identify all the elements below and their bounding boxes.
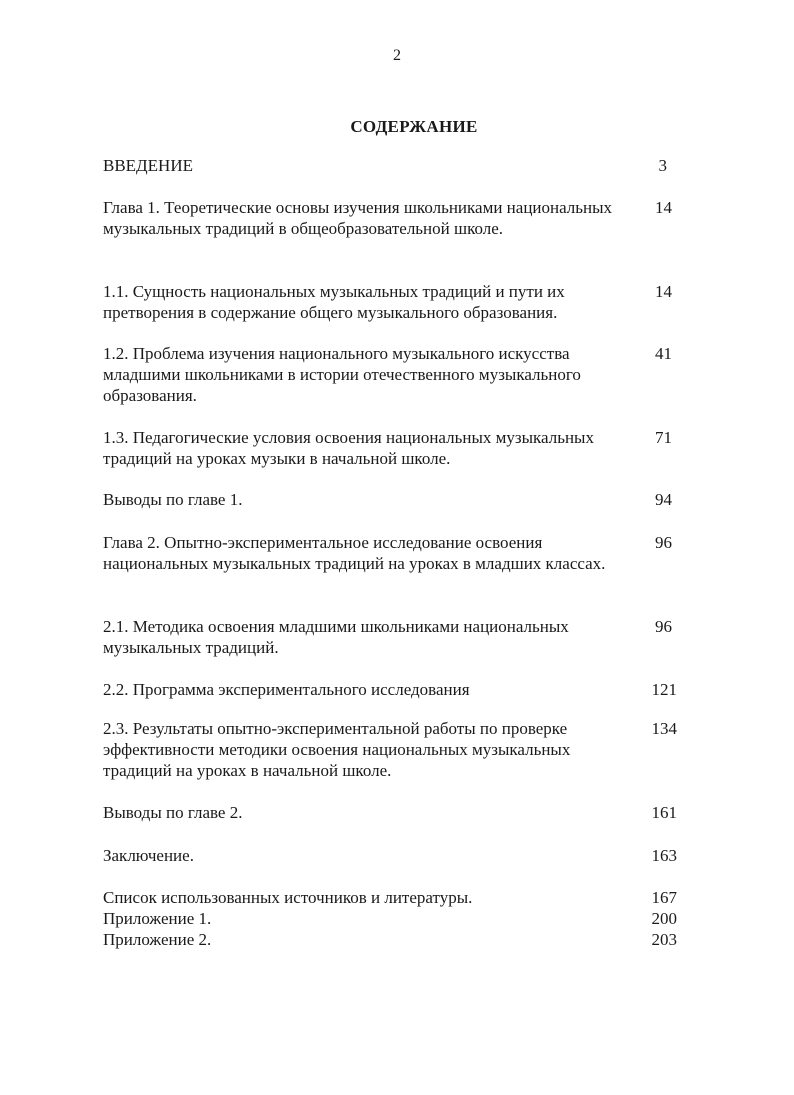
toc-entry-text: 1.3. Педагогические условия освоения национальных музыкальных традиций на уроках музыки в начальной школе. xyxy=(103,428,594,468)
toc-entry-appendix-2 xyxy=(103,929,677,950)
toc-entry-text: 1.2. Проблема изучения национального музыкального искусства младшими школьниками в истории отечественного музыкального образования. xyxy=(103,344,581,405)
toc-entry-page: 94 xyxy=(655,490,672,509)
toc-entry-page: 96 xyxy=(655,617,672,636)
toc-entry-page: 3 xyxy=(658,156,667,175)
toc-entry-page: 41 xyxy=(655,344,672,363)
toc-entry-text: Глава 2. Опытно-экспериментальное исследование освоения национальных музыкальных традиций на уроках в младших классах. xyxy=(103,533,606,573)
toc-entry-text: Выводы по главе 1. xyxy=(103,490,243,509)
toc-entry-page: 200 xyxy=(651,909,677,928)
page-number: 2 xyxy=(393,47,401,64)
toc-entry-page: 134 xyxy=(651,719,677,738)
toc-entry-page: 14 xyxy=(655,198,672,217)
toc-entry-text: Приложение 2. xyxy=(103,930,212,949)
toc-entry-text: 2.3. Результаты опытно-экспериментальной работы по проверке эффективности методики освоения национальных музыкальных традиций на уроках в начальной школе. xyxy=(103,719,571,780)
toc-entry-text: Выводы по главе 2. xyxy=(103,803,243,822)
toc-entry-text: Заключение. xyxy=(103,846,194,865)
toc-entry-text: Список использованных источников и литературы. xyxy=(103,888,473,907)
toc-entry-text: ВВЕДЕНИЕ xyxy=(103,156,193,175)
toc-entry-section-2-2 xyxy=(103,679,677,700)
toc-entry-section-1-1 xyxy=(103,281,677,323)
toc-entry-conclusions-2 xyxy=(103,802,677,823)
toc-entry-chapter-2 xyxy=(103,532,677,574)
toc-title: СОДЕРЖАНИЕ xyxy=(350,117,478,136)
toc-entry-page: 96 xyxy=(655,533,672,552)
toc-entry-section-2-1 xyxy=(103,616,677,658)
toc-entry-text: Глава 1. Теоретические основы изучения школьниками национальных музыкальных традиций в общеобразовательной школе. xyxy=(103,198,613,238)
toc-entry-page: 71 xyxy=(655,428,672,447)
toc-entry-page: 14 xyxy=(655,282,672,301)
toc-entry-conclusions-1 xyxy=(103,489,677,510)
toc-entry-text: 1.1. Сущность национальных музыкальных традиций и пути их претворения в содержание общего музыкального образования. xyxy=(103,282,565,322)
toc-entry-conclusion xyxy=(103,845,677,866)
toc-entry-references xyxy=(103,887,677,908)
toc-entry-section-1-2 xyxy=(103,343,677,406)
toc-entry-text: Приложение 1. xyxy=(103,909,212,928)
toc-entry-section-1-3 xyxy=(103,427,677,469)
toc-entry-appendix-1 xyxy=(103,908,677,929)
toc-entry-text: 2.1. Методика освоения младшими школьниками национальных музыкальных традиций. xyxy=(103,617,569,657)
toc-entry-page: 163 xyxy=(651,846,677,865)
toc-entry-text: 2.2. Программа экспериментального исследования xyxy=(103,680,470,699)
toc-entry-introduction xyxy=(103,155,677,176)
toc-entry-chapter-1 xyxy=(103,197,677,239)
toc-entry-page: 167 xyxy=(651,888,677,907)
toc-entry-page: 121 xyxy=(651,680,677,699)
toc-entry-page: 161 xyxy=(651,803,677,822)
toc-entry-section-2-3 xyxy=(103,718,677,781)
toc-entry-page: 203 xyxy=(651,930,677,949)
